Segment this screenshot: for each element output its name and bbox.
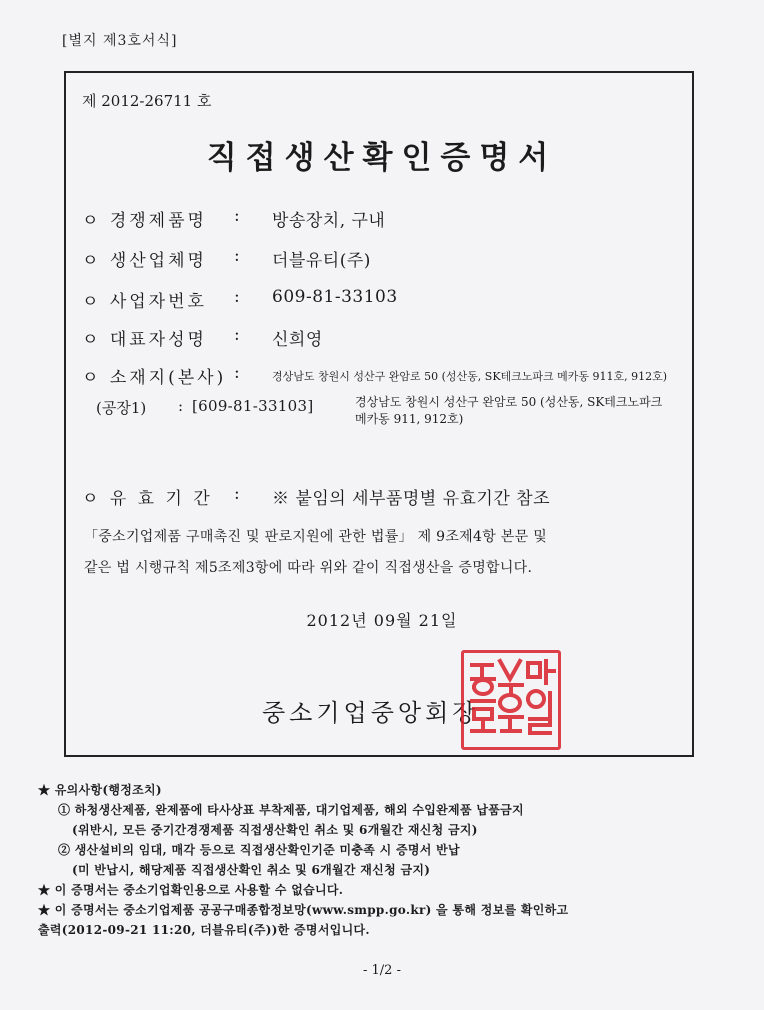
field-colon: : [234, 287, 240, 307]
factory-number: [609-81-33103] [192, 397, 314, 415]
field-colon: : [234, 484, 240, 504]
field-label: ㅇ 소재지(본사) [82, 368, 227, 388]
field-label: ㅇ 경쟁제품명 [82, 211, 207, 231]
notice-heading: ★ 유의사항(행정조치) [38, 783, 162, 797]
page-number: - 1/2 - [363, 963, 401, 978]
field-label: ㅇ 유 효 기 간 [82, 489, 213, 509]
notice-item: ★ 이 증명서는 중소기업제품 공공구매종합정보망(www.smpp.go.kr) 을 통해 정보를 확인하고 [38, 903, 569, 917]
field-value: 609-81-33103 [272, 287, 398, 307]
field-value: 신희영 [272, 330, 323, 350]
notice-item: (위반시, 모든 중기간경쟁제품 직접생산확인 취소 및 6개월간 재신청 금지) [72, 823, 478, 837]
field-label: ㅇ 대표자성명 [82, 330, 207, 350]
notice-item: ① 하청생산제품, 완제품에 타사상표 부착제품, 대기업제품, 해외 수입완제품 납품금지 [58, 803, 524, 817]
certificate-number: 제 2012-26711 호 [82, 92, 212, 110]
law-text-line-1: 「중소기업제품 구매촉진 및 판로지원에 관한 법률」 제 9조제4항 본문 및 [84, 529, 548, 545]
notice-item: 출력(2012-09-21 11:20, 더블유티(주))한 증명서입니다. [38, 923, 370, 937]
field-label: ㅇ 생산업체명 [82, 251, 207, 271]
field-colon: : [234, 206, 240, 226]
factory-label: (공장1) [96, 399, 147, 417]
field-value: ※ 붙임의 세부품명별 유효기간 참조 [272, 489, 551, 509]
field-label: ㅇ 사업자번호 [82, 292, 207, 312]
field-value: 방송장치, 구내 [272, 211, 386, 231]
field-colon: : [234, 246, 240, 266]
field-value: 경상남도 창원시 성산구 완암로 50 (성산동, SK테크노파크 메카동 911호, 912호) [272, 370, 668, 383]
notice-item: ★ 이 증명서는 중소기업확인용으로 사용할 수 없습니다. [38, 883, 344, 897]
field-value: 더블유티(주) [272, 251, 371, 271]
document-title: 직접생산확인증명서 [206, 140, 558, 176]
law-text-line-2: 같은 법 시행규칙 제5조제3항에 따라 위와 같이 직접생산을 증명합니다. [84, 560, 533, 576]
issuer-name: 중소기업중앙회장 [262, 699, 480, 727]
notice-item: (미 반납시, 해당제품 직접생산확인 취소 및 6개월간 재신청 금지) [72, 863, 431, 877]
field-colon: : [234, 325, 240, 345]
field-colon: : [234, 363, 240, 383]
form-label: [별지 제3호서식] [62, 33, 178, 49]
notice-item: ② 생산설비의 임대, 매각 등으로 직접생산확인기준 미충족 시 증명서 반납 [58, 843, 460, 857]
issue-date: 2012년 09월 21일 [306, 611, 458, 630]
official-seal [461, 650, 561, 750]
factory-address: 경상남도 창원시 성산구 완암로 50 (성산동, SK테크노파크 메카동 911, 912호) [355, 395, 663, 426]
seal-graphic [464, 653, 558, 747]
factory-colon: : [178, 397, 184, 415]
